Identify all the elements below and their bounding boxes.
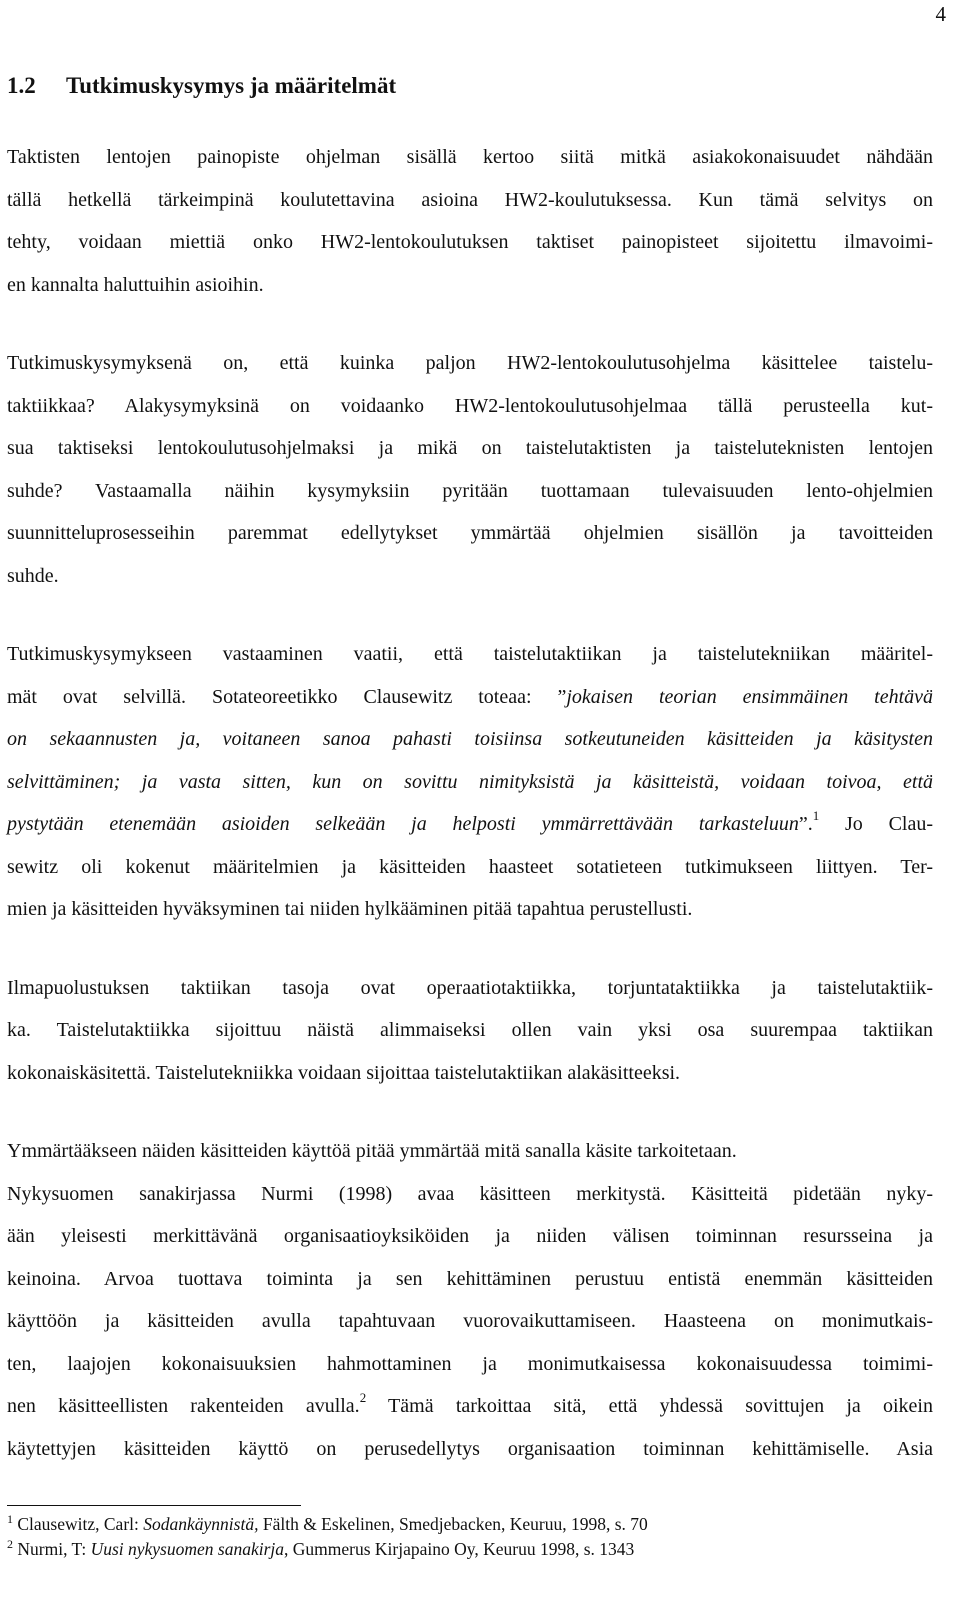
- section-heading: [7, 70, 933, 102]
- text-line: [7, 676, 933, 719]
- text-line: suunnitteluprosesseihin paremmat edellytykset ymmärtää ohjelmien sisällön ja tavoitteiden: [7, 522, 933, 544]
- paragraph-5: [7, 1130, 933, 1470]
- text-line: käyttöön ja käsitteiden avulla tapahtuvaan vuorovaikuttamiseen. Haasteena on monimutkais-: [7, 1310, 933, 1332]
- text-line: kokonaiskäsitettä. Taistelutekniikka voidaan sijoittaa taistelutaktiikan alakäsitteeksi.: [7, 1061, 681, 1084]
- paragraph-4: [7, 967, 933, 1095]
- footnote-mark: 2: [7, 1537, 13, 1551]
- text-line: [7, 761, 933, 804]
- section-number: 1.2: [7, 73, 36, 98]
- footnote-2: [7, 1537, 937, 1562]
- footnote-title: Sodankäynnistä,: [143, 1514, 259, 1534]
- text-span: Jo Clau-: [819, 813, 933, 835]
- section-title: Tutkimuskysymys ja määritelmät: [66, 73, 397, 98]
- text-line: ten, laajojen kokonaisuuksien hahmottaminen ja monimutkaisessa kokonaisuudessa toimimi-: [7, 1352, 933, 1375]
- text-line: keinoina. Arvoa tuottava toiminta ja sen kehittäminen perustuu entistä enemmän käsitteiden: [7, 1267, 933, 1290]
- text-line: en kannalta haluttuihin asioihin.: [7, 273, 264, 296]
- quote-italic: pystytään etenemään asioiden selkeään ja helposti ymmärrettävään tarkasteluun: [7, 813, 799, 835]
- paragraph-2: [7, 342, 933, 597]
- text-line: [7, 1385, 933, 1428]
- footnotes: [7, 1512, 937, 1562]
- text-line: sewitz oli kokenut määritelmien ja käsitteiden haasteet sotatieteen tutkimukseen liittyen. Ter-: [7, 855, 933, 878]
- text-line: Taktisten lentojen painopiste ohjelman sisällä kertoo siitä mitkä asiakokonaisuudet nähdään: [7, 146, 933, 168]
- paragraph-1: [7, 136, 933, 306]
- text-line: ka. Taistelutaktiikka sijoittuu näistä alimmaiseksi ollen vain yksi osa suurempaa taktiikan: [7, 1019, 933, 1041]
- text-span: Tämä tarkoittaa sitä, että yhdessä sovittujen ja oikein: [366, 1395, 933, 1417]
- text-line: Tutkimuskysymyksenä on, että kuinka paljon HW2-lentokoulutusohjelma käsittelee taistelu-: [7, 352, 933, 374]
- footnote-divider: [7, 1505, 301, 1506]
- text-line: Nykysuomen sanakirjassa Nurmi (1998) avaa käsitteen merkitystä. Käsitteitä pidetään nyky-: [7, 1182, 933, 1205]
- text-line: taktiikkaa? Alakysymyksinä on voidaanko HW2-lentokoulutusohjelmaa tällä perusteella kut-: [7, 394, 933, 417]
- quote-italic: selvittäminen; ja vasta sitten, kun on sovittu nimityksistä ja käsitteistä, voidaan toivoa, että: [7, 770, 933, 793]
- footnote-ref-2[interactable]: 2: [359, 1390, 367, 1405]
- footnote-text: , Gummerus Kirjapaino Oy, Keuruu 1998, s. 1343: [284, 1539, 635, 1559]
- text-line: tällä hetkellä tärkeimpinä koulutettavina asioina HW2-koulutuksessa. Kun tämä selvitys on: [7, 188, 933, 211]
- text-line: suhde? Vastaamalla näihin kysymyksiin pyritään tuottamaan tulevaisuuden lento-ohjelmien: [7, 479, 933, 502]
- footnote-ref-1[interactable]: 1: [812, 808, 820, 823]
- document-body: [7, 70, 933, 1506]
- quote-italic: jokaisen teorian ensimmäinen tehtävä: [566, 685, 934, 708]
- text-span: mät ovat selvillä. Sotateoreetikko Clausewitz toteaa: ”: [7, 685, 567, 708]
- text-span: ”.: [798, 813, 813, 835]
- text-line: suhde.: [7, 564, 59, 587]
- text-line: Tutkimuskysymykseen vastaaminen vaatii, että taistelutaktiikan ja taistelutekniikan määritel-: [7, 643, 933, 665]
- footnote-mark: 1: [7, 1512, 13, 1526]
- text-line: ään yleisesti merkittävänä organisaatioyksiköiden ja niiden välisen toiminnan resursseina ja: [7, 1225, 933, 1247]
- footnote-text: Clausewitz, Carl:: [13, 1514, 144, 1534]
- paragraph-3: [7, 633, 933, 931]
- text-line: käytettyjen käsitteiden käyttö on perusedellytys organisaation toiminnan kehittämiselle. Asia: [7, 1437, 933, 1460]
- page-number: 4: [935, 2, 946, 26]
- text-line: [7, 803, 933, 846]
- text-line: Ilmapuolustuksen taktiikan tasoja ovat operaatiotaktiikka, torjuntataktiikka ja taistelutaktiik-: [7, 976, 933, 999]
- text-span: nen käsitteellisten rakenteiden avulla.: [7, 1395, 360, 1417]
- text-line: sua taktiseksi lentokoulutusohjelmaksi ja mikä on taistelutaktisten ja taisteluteknisten lentojen: [7, 437, 933, 459]
- footnote-title: Uusi nykysuomen sanakirja: [90, 1539, 285, 1559]
- text-line: Ymmärtääkseen näiden käsitteiden käyttöä pitää ymmärtää mitä sanalla käsite tarkoitetaan.: [7, 1140, 737, 1162]
- footnote-1: [7, 1512, 937, 1537]
- footnote-text: Fälth & Eskelinen, Smedjebacken, Keuruu, 1998, s. 70: [258, 1514, 648, 1534]
- text-line: mien ja käsitteiden hyväksyminen tai niiden hylkääminen pitää tapahtua perustellusti.: [7, 898, 693, 920]
- text-line: [7, 718, 933, 761]
- footnote-text: Nurmi, T:: [13, 1539, 91, 1559]
- text-line: tehty, voidaan miettiä onko HW2-lentokoulutuksen taktiset painopisteet sijoitettu ilmavoimi-: [7, 231, 933, 253]
- quote-italic: on sekaannusten ja, voitaneen sanoa pahasti toisiinsa sotkeutuneiden käsitteiden ja käsitysten: [7, 728, 933, 750]
